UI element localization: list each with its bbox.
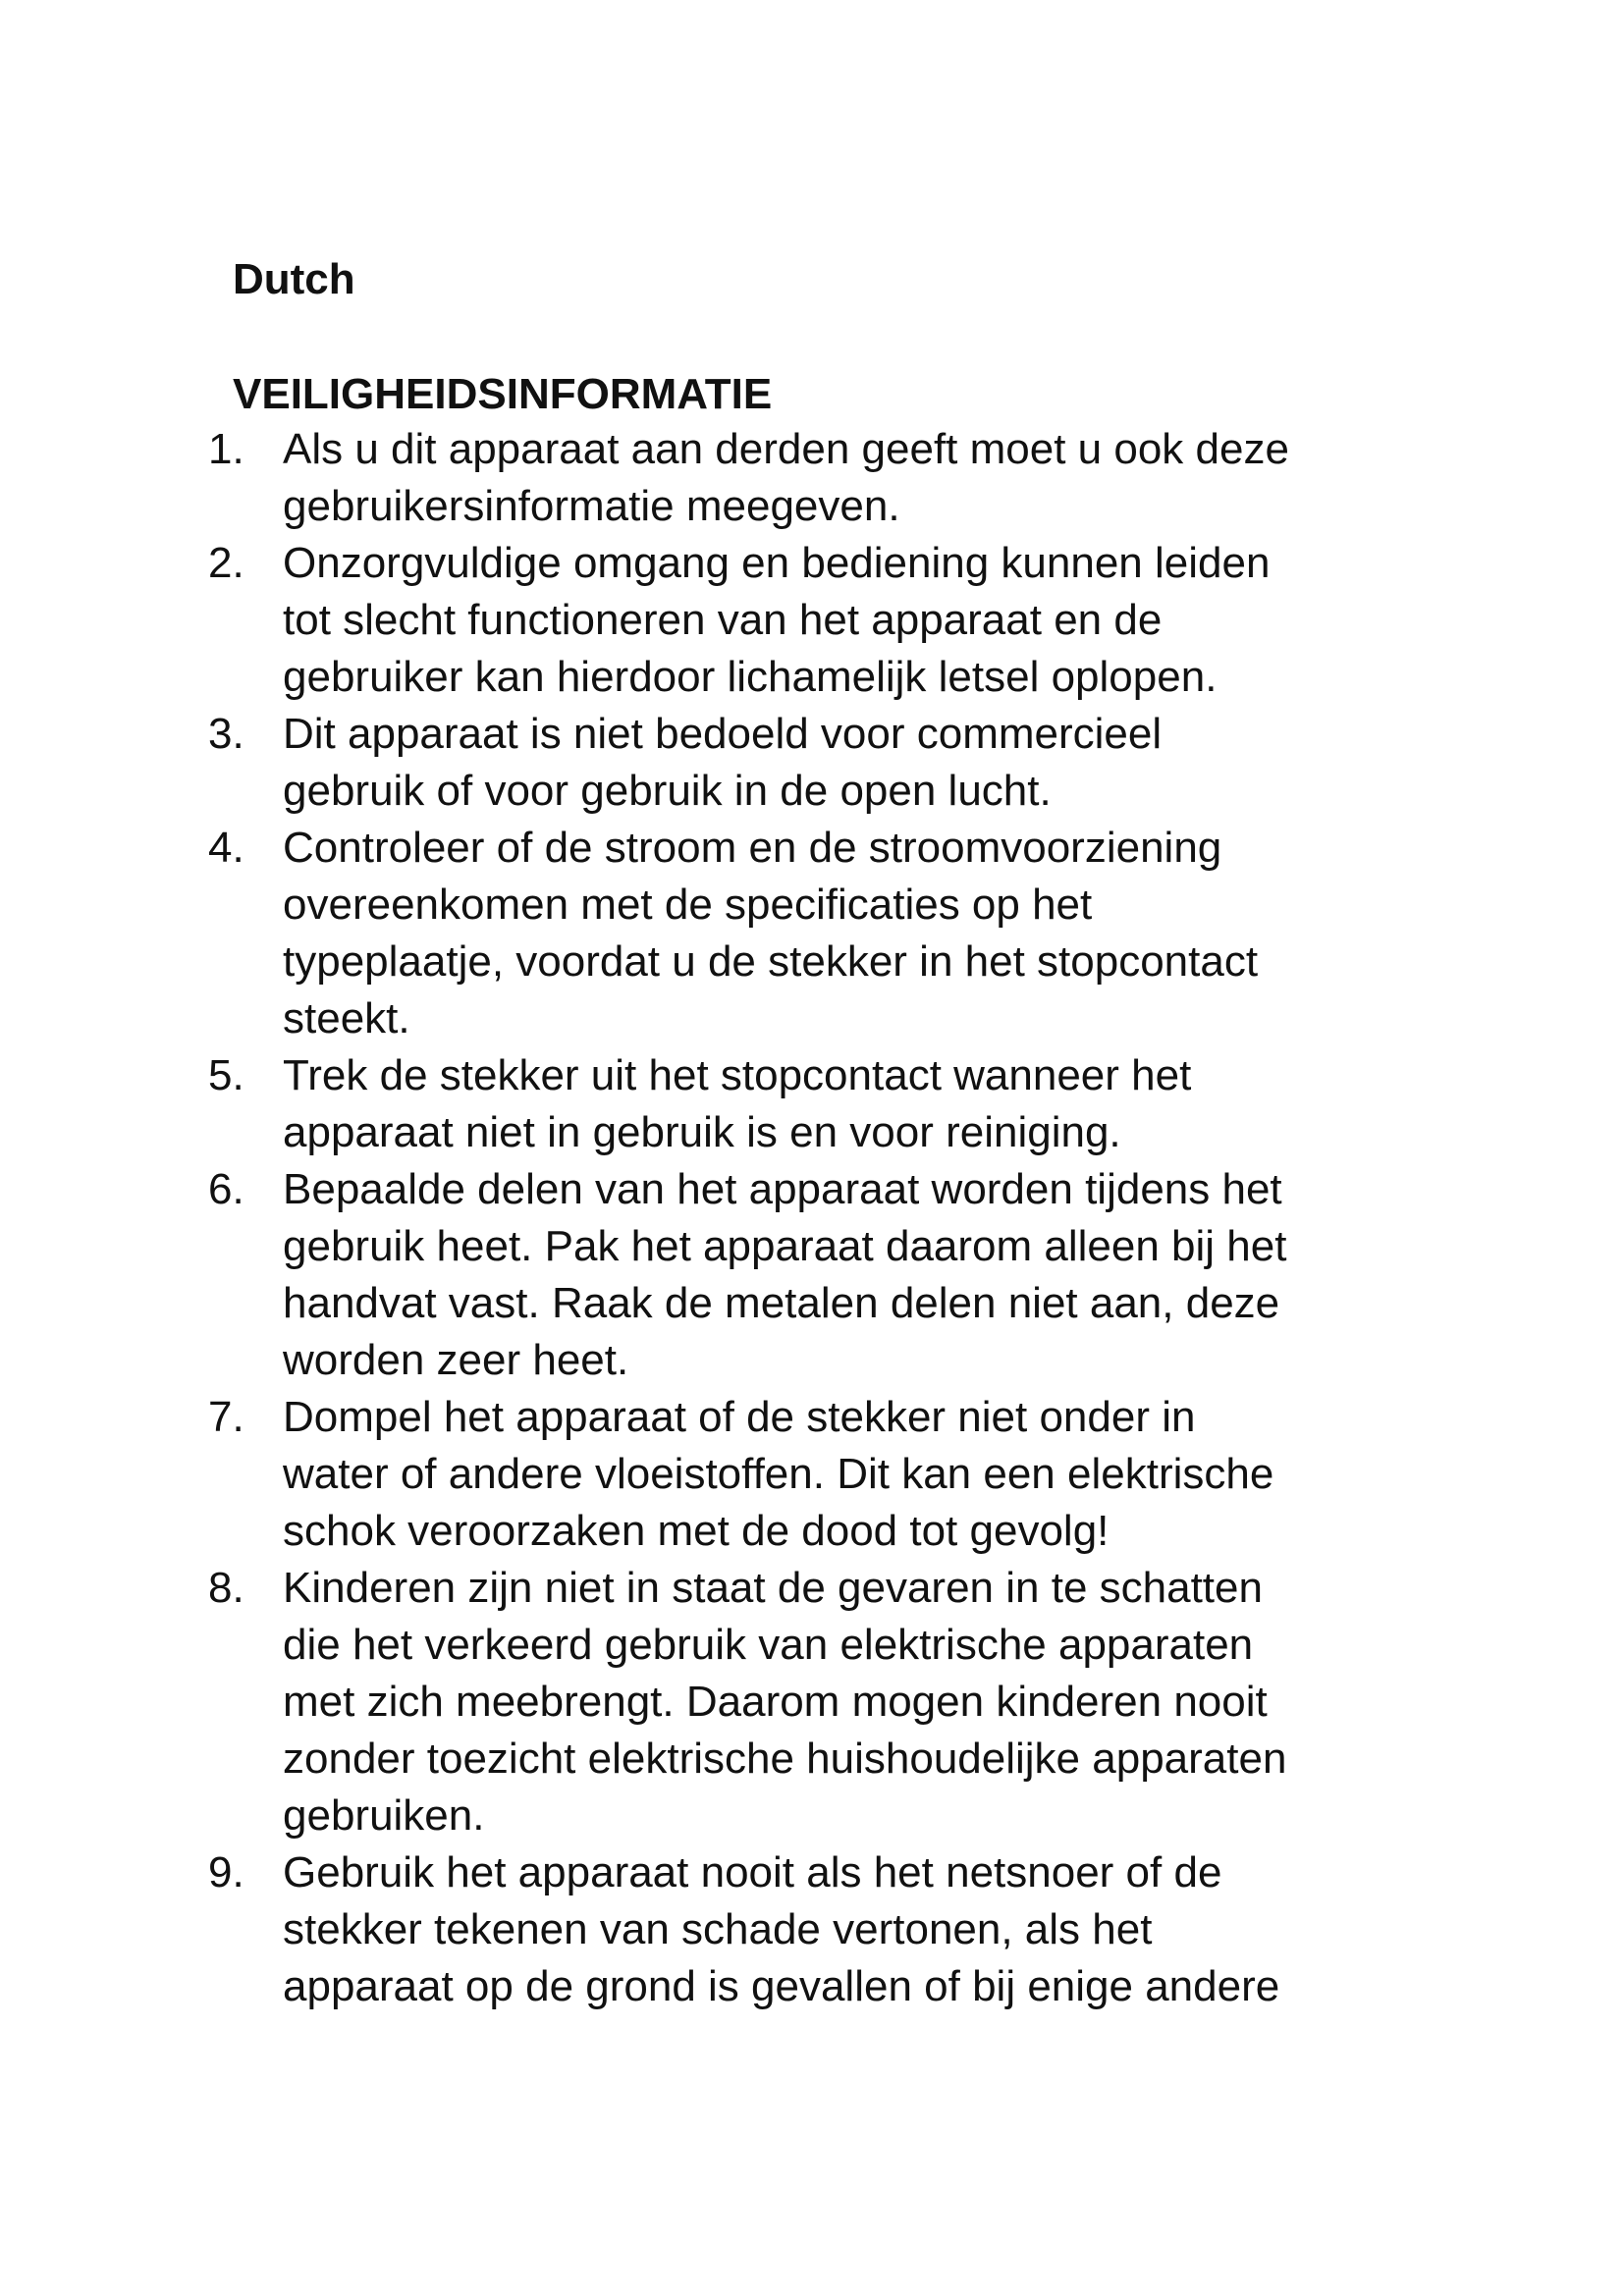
list-item xyxy=(208,535,1426,706)
item-text-line: Trek de stekker uit het stopcontact wanneer het xyxy=(283,1051,1192,1099)
item-text-line: Gebruik het apparaat nooit als het netsnoer of de xyxy=(283,1848,1222,1896)
list-item xyxy=(208,1389,1426,1560)
item-text-line: gebruikersinformatie meegeven. xyxy=(283,482,900,530)
item-text-line: Dompel het apparaat of de stekker niet onder in xyxy=(283,1393,1196,1441)
item-number: 8. xyxy=(208,1564,244,1612)
item-number: 6. xyxy=(208,1165,244,1213)
item-number: 2. xyxy=(208,539,244,587)
list-item xyxy=(208,1161,1426,1389)
list-item xyxy=(208,421,1426,535)
list-item xyxy=(208,706,1426,820)
item-text xyxy=(283,1161,1426,1389)
item-number: 7. xyxy=(208,1393,244,1441)
item-text-line: schok veroorzaken met de dood tot gevolg! xyxy=(283,1507,1110,1555)
item-text-line: gebruik of voor gebruik in de open lucht. xyxy=(283,767,1052,815)
item-text-line: met zich meebrengt. Daarom mogen kinderen nooit xyxy=(283,1678,1268,1726)
item-text xyxy=(283,421,1426,535)
item-text-line: apparaat op de grond is gevallen of bij enige andere xyxy=(283,1962,1280,2010)
item-text xyxy=(283,1844,1426,2015)
item-number: 9. xyxy=(208,1848,244,1896)
section-heading: VEILIGHEIDSINFORMATIE xyxy=(233,370,773,418)
item-text-line: overeenkomen met de specificaties op het xyxy=(283,881,1093,929)
item-text xyxy=(283,535,1426,706)
list-item xyxy=(208,1560,1426,1844)
item-text-line: Dit apparaat is niet bedoeld voor commercieel xyxy=(283,710,1163,758)
item-text-line: stekker tekenen van schade vertonen, als het xyxy=(283,1905,1153,1953)
list-item xyxy=(208,1844,1426,2015)
item-text-line: Controleer of de stroom en de stroomvoorziening xyxy=(283,824,1222,872)
language-label: Dutch xyxy=(233,255,355,303)
item-text-line: steekt. xyxy=(283,994,410,1042)
item-text-line: Kinderen zijn niet in staat de gevaren in te schatten xyxy=(283,1564,1263,1612)
item-text xyxy=(283,1047,1426,1161)
item-text-line: Als u dit apparaat aan derden geeft moet u ook deze xyxy=(283,425,1289,473)
list-item xyxy=(208,1047,1426,1161)
item-text-line: apparaat niet in gebruik is en voor reiniging. xyxy=(283,1108,1121,1156)
item-number: 3. xyxy=(208,710,244,758)
item-number: 4. xyxy=(208,824,244,872)
item-text-line: zonder toezicht elektrische huishoudelijke apparaten xyxy=(283,1735,1287,1783)
item-text-line: typeplaatje, voordat u de stekker in het stopcontact xyxy=(283,937,1259,986)
item-text-line: worden zeer heet. xyxy=(283,1336,629,1384)
item-text-line: gebruik heet. Pak het apparaat daarom alleen bij het xyxy=(283,1222,1287,1270)
item-text-line: handvat vast. Raak de metalen delen niet aan, deze xyxy=(283,1279,1280,1327)
item-number: 1. xyxy=(208,425,244,473)
item-text-line: water of andere vloeistoffen. Dit kan een elektrische xyxy=(283,1450,1274,1498)
item-text xyxy=(283,820,1426,1047)
item-text xyxy=(283,1560,1426,1844)
list-item xyxy=(208,820,1426,1047)
item-text-line: tot slecht functioneren van het apparaat en de xyxy=(283,596,1163,644)
item-text xyxy=(283,706,1426,820)
item-text xyxy=(283,1389,1426,1560)
safety-list xyxy=(208,421,1426,2015)
item-text-line: Bepaalde delen van het apparaat worden tijdens het xyxy=(283,1165,1282,1213)
item-text-line: Onzorgvuldige omgang en bediening kunnen leiden xyxy=(283,539,1271,587)
item-text-line: gebruiker kan hierdoor lichamelijk letsel oplopen. xyxy=(283,653,1218,701)
item-number: 5. xyxy=(208,1051,244,1099)
item-text-line: gebruiken. xyxy=(283,1791,485,1840)
item-text-line: die het verkeerd gebruik van elektrische apparaten xyxy=(283,1621,1254,1669)
